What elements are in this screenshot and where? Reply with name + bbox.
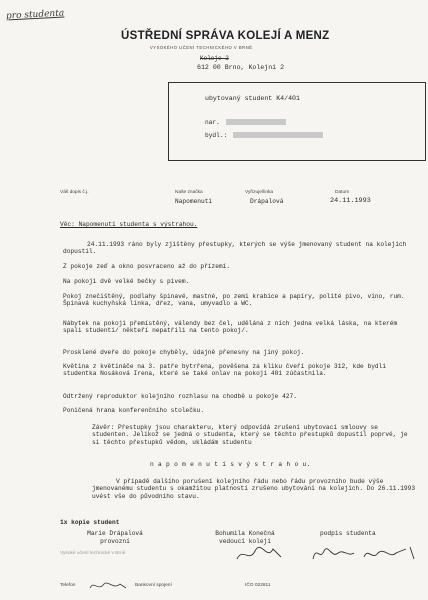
ref-value-datum: 24.11.1993 — [330, 197, 371, 205]
subject-line: Věc: Napomenutí studenta s výstrahou. — [60, 221, 198, 228]
signature-scribble-student — [310, 541, 422, 565]
ref-label-vas-dopis: Váš dopis č.j. — [60, 190, 89, 195]
signature-block-3 — [320, 530, 376, 538]
address-line-1: ubytovaný student K4/401 — [205, 95, 300, 102]
signature-scribble-footer — [88, 578, 128, 594]
nar-label: nar. — [205, 119, 220, 126]
ref-value-napomenuti: Napomenutí — [175, 198, 213, 205]
faint-footer-text: Vysoké učení technické v Brně — [60, 551, 126, 556]
emphasis-line: n a p o m e n u t í s v ý s t r a h o u. — [150, 461, 311, 468]
bydl-label: bydl.: — [205, 132, 228, 139]
struck-line: Koleje 2 — [200, 55, 229, 62]
ref-label-vyrizuje: Vyřizuje/linka — [245, 190, 274, 195]
signatory-name: Marie Drápalová — [87, 530, 143, 537]
body-paragraph-4: Pokoj znečištěný, podlahy špinavé, mastné, po zemi krabice a papíry, polité pivo, víno, rum. Špinavá kuchyňská linka, dřez, vana, umyvadlo a WC. — [63, 293, 405, 308]
letterhead-subtitle: VYSOKÉHO UČENÍ TECHNICKÉHO V BRNĚ — [150, 45, 253, 50]
signatory-name: podpis studenta — [320, 530, 376, 537]
signatory-role: vedoucí kolejí — [219, 537, 271, 545]
body-paragraph-7: Květina z květináče na 3. patře bytrřena, pověšena za kliku čveří pokoje 312, kde bydlí studentka Nosáková Irena, které se také onlav na pokoji 401 zúčastnila. — [63, 363, 387, 378]
ref-label-datum: Datum — [335, 190, 350, 195]
letterhead-title: ÚSTŘEDNÍ SPRÁVA KOLEJÍ A MENZ — [121, 30, 330, 42]
signatory-role: provozní — [100, 537, 130, 545]
letterhead-address: 612 00 Brno, Kolejní 2 — [197, 64, 285, 71]
footer-bank: Bankovní spojení — [135, 583, 172, 588]
signatory-name: Bohumila Konečná — [215, 530, 275, 537]
signature-scribble-konecna — [235, 543, 285, 565]
address-box — [168, 82, 426, 161]
ref-label-nase-znacka: Naše značka — [175, 190, 203, 195]
body-paragraph-6: Prosklené dveře do pokoje chyběly, údajně přenesny na jiný pokoj. — [63, 349, 305, 356]
body-paragraph-9: Poničená hrana konferenčního stolečku. — [63, 407, 205, 414]
address-bydl — [205, 132, 323, 140]
body-paragraph-5: Nábytek na pokoji přemístěný, válendy bez čel, udělána z nich jedna velká láska, na kterém spali studenti/ někteří nepatřili na tento pokoj/. — [63, 320, 398, 335]
footer-ico: IČO 022811 — [245, 583, 271, 588]
body-paragraph-2: Z pokoje zeď a okno posvraceno až do přízemí. — [63, 263, 231, 270]
body-paragraph-3: Na pokoji dvě velké bečky s pivem. — [63, 278, 190, 285]
redaction-block — [226, 119, 286, 125]
conclusion-paragraph: Závěr: Přestupky jsou charakteru, který odpovídá zrušení ubytovací smlouvy se studenten. Jelikož se jedná o studenta, který se těchto přestupků dopustil poprvé, je si těchto přestupků vědom, ukládám studentu — [92, 424, 408, 446]
body-paragraph-8: Odtržený reproduktor kolejního rozhlasu na chodbě u pokoje 427. — [63, 393, 297, 400]
ref-value-drapalova: Drápalová — [250, 198, 284, 205]
footer-telefon: Telefon — [60, 583, 76, 588]
handwritten-note: pro studenta — [5, 8, 65, 22]
copy-line: 1x kopie student — [60, 519, 120, 526]
warning-paragraph: V případě dalšího porušení kolejního řádu nebo řádu provozního bude výše jmenovanému studentu s okamžitou platností zrušeno ubytování na kolejích. Do 26.11.1993 uvést vše do původního stavu. — [92, 478, 416, 500]
body-paragraph-1: 24.11.1993 ráno byly zjištěny přestupky, kterých se výše jmenovaný student na kolejích dopustil. — [63, 241, 407, 256]
redaction-block — [233, 132, 323, 138]
signature-block-1 — [70, 530, 160, 545]
address-nar — [205, 119, 286, 127]
